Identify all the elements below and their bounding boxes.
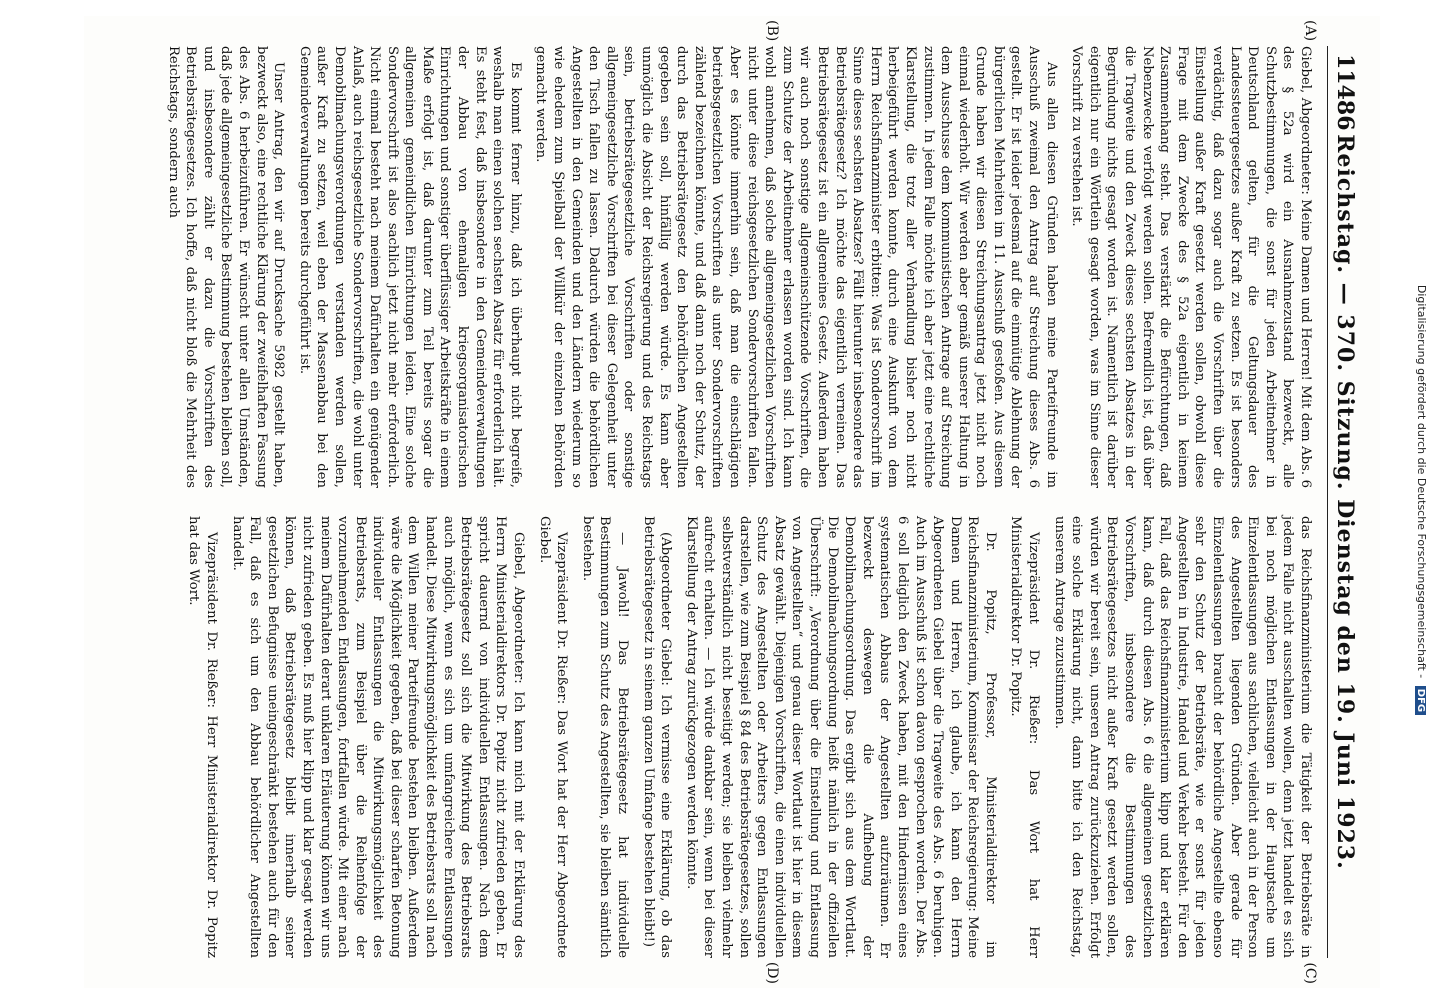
left-column-paragraph: Unser Antrag, den wir auf Drucksache 5982 gestellt haben, bezweckt also, eine rechtliche Klärung der zweifelhaften Fassung des Abs. 6 herbeizuführen. Er wünscht unter allen Umständen, daß jede allgemeingesetzliche Bestimmung bestehen bleiben soll, und insbesondere zählt er dazu die Vorschriften des Betriebsrätegesetzes. Ich hoffe, daß nicht bloß die Mehrheit des Reichstags, sondern auch [165, 46, 287, 488]
right-column [98, 516, 1314, 958]
margin-mark-c: (C) [1302, 962, 1318, 984]
left-column-paragraph: Es kommt ferner hinzu, daß ich überhaupt nicht begreife, weshalb man einen solchen sechsten Absatz für erforderlich hält. Es steht fest, daß insbesondere in den Gemeindeverwaltungen der Abbau von ehemaligen kriegsorganisatorischen Einrichtungen und sonstiger überflüssiger Arbeitskräfte in einem Maße erfolgt ist, daß darunter zum Teil bereits sogar die allgemeinen gemeindlichen Einrichtungen leiden. Eine solche Sondervorschrift ist also sachlich jetzt nicht mehr erforderlich. Nicht einmal besteht nach meinem Dafürhalten ein genügender Anlaß, auch reichsgesetzliche Sondervorschriften, die wohl unter Demobilmachungsverordnungen verstanden werden sollen, außer Kraft zu setzen, weil eben der Massenabbau bei den Gemeindeverwaltungen bereits durchgeführt ist. [296, 46, 523, 488]
right-column-paragraph: Dr. Popitz, Professor, Ministerialdirektor im Reichsfinanzministerium, Kommissar der Reichsregierung: Meine Damen und Herren, ich glaube, ich kann den Herrn Abgeordneten Giebel über die Tragweite des Abs. 6 beruhigen. Auch im Ausschuß ist schon davon gesprochen worden. Der Abs. 6 soll lediglich den Zweck haben, mit den Hindernissen eines systematischen Abbaus der Angestellten aufzuräumen. Er bezweckt deswegen die Aufhebung der Demobilmachungsordnung. Das ergibt sich aus dem Wortlaut. Die Demobilmachungsordnung heißt nämlich in der offiziellen Überschrift: „Verordnung über die Einstellung und Entlassung von Angestellten“ und genau dieser Wortlaut ist hier in diesem Absatz gewählt. Diejenigen Vorschriften, die einen individuellen Schutz des Angestellten oder Arbeiters gegen Entlassungen darstellen, wie zum Beispiel § 84 des Betriebsrätegesetzes, sollen selbstverständlich nicht beseitigt werden; sie bleiben vielmehr aufrecht erhalten. — Ich würde dankbar sein, wenn bei dieser Klarstellung der Antrag zurückgezogen werden könnte. [683, 516, 998, 958]
right-column-paragraph: Giebel, Abgeordneter: Ich kann mich mit der Erklärung des Herrn Ministerialdirektors Dr. Popitz nicht zufrieden geben. Er spricht dauernd von individuellen Entlassungen. Nach dem Betriebsrätegesetz soll sich die Mitwirkung des Betriebsrats auch möglich, wenn es sich um umfangreichere Entlassungen handelt. Diese Mitwirkungsmöglichkeit des Betriebsrats soll nach dem Willen meiner Parteifreunde bestehen bleiben. Außerdem wäre die Möglichkeit gegeben, daß bei dieser scharfen Betonung individueller Entlassungen die Mitwirkungsmöglichkeit des Betriebsrats, zum Beispiel über die Reihenfolge der vorzunehmenden Entlassungen, fortfallen würde. Mit einer nach meinem Dafürhalten derart unklaren Erläuterung können wir uns nicht zufrieden geben. Es muß hier klipp und klar gesagt werden können, daß Betriebsrätegesetz bleibt innerhalb seiner gesetzlichen Befugnisse uneingeschränkt bestehen auch für den Fall, daß es sich um den Abbau behördlicher Angestellten handelt. [229, 516, 527, 958]
right-column-paragraph: das Reichsfinanzministerium die Tätigkeit der Betriebsräte in jedem Falle nicht ausschalten wollen, denn jetzt handelt es sich bei noch möglichen Entlassungen in der Hauptsache um Einzelentlassungen aus sachlichen, vielleicht auch in der Person des Angestellten liegenden Gründen. Aber gerade für Einzelentlassungen braucht der behördliche Angestellte ebenso sehr den Schutz der Betriebsräte, wie er sonst für jeden Angestellten in Industrie, Handel und Verkehr besteht. Für den Fall, daß das Reichsfinanzministerium klipp und klar erklären kann, daß durch diesen Abs. 6 die allgemeinen gesetzlichen Vorschriften, insbesondere die Bestimmungen des Betriebsrätegesetzes nicht außer Kraft gesetzt werden sollen, würden wir bereit sein, unseren Antrag zurückzuziehen. Erfolgt eine solche Erklärung nicht, dann bitte ich den Reichstag, unserem Antrage zuzustimmen. [1051, 516, 1313, 958]
right-column-paragraph: Vizepräsident Dr. Rießer: Herr Ministerialdirektor Dr. Popitz hat das Wort. [186, 516, 219, 958]
document-page [84, 16, 1380, 988]
right-column-paragraph: Vizepräsident Dr. Rießer: Das Wort hat der Herr Abgeordnete Giebel. [536, 516, 570, 958]
dfg-logo: DFG [1415, 686, 1426, 715]
digitization-credit [1410, 8, 1430, 992]
credit-text: Digitalisierung gefördert durch die Deutsche Forschungsgemeinschaft - [1415, 284, 1428, 679]
running-title: Reichstag. — 370. Sitzung. Dienstag den 19. Juni 1923. [1332, 134, 1358, 870]
left-column-paragraph: Aus allen diesen Gründen haben meine Parteifreunde im Ausschuß zweimal den Antrag auf Streichung dieses Abs. 6 gestellt. Er ist leider jedesmal auf die einmütige Ablehnung der bürgerlichen Mehrheiten im 11. Ausschuß gestoßen. Aus diesem Grunde haben wir diesen Streichungsantrag jetzt nicht noch einmal wiederholt. Wir werden aber gemäß unserer Haltung in dem Ausschusse dem kommunistischen Antrage auf Streichung zustimmen. In jedem Falle möchte ich aber jetzt eine rechtliche Klarstellung, die trotz aller Verhandlung bisher noch nicht herbeigeführt werden konnte, durch eine Auskunft von dem Herrn Reichsfinanzminister erbitten: Was ist Sonderorschrift im Sinne dieses sechsten Absatzes? Fällt hierunter insbesondere das Betriebsrätegesetz? Ich möchte das eigentlich verneinen. Das Betriebsrätegesetz ist ein allgemeines Gesetz. Außerdem haben wir auch noch sonstige allgemeinschützende Vorschriften, die zum Schutze der Arbeitnehmer erlassen worden sind. Ich kann wohl annehmen, daß solche allgemeingesetzlichen Vorschriften nicht unter diese reichsgesetzlichen Sondervorschriften fallen. Aber es könnte immerhin sein, daß man die einschlägigen betriebsgesetzlichen Vorschriften als unter Sondervorschriften zählend bezeichnen könnte, und daß dann noch der Schutz, der durch das Betriebsrätegesetz den behördlichen Angestellten gegeben sein soll, hinfällig werden würde. Es kann aber unmöglich die Absicht der Reichsregierung und des Reichstags sein, betriebsrätegesetzliche Vorschriften oder sonstige allgemeingesetzliche Vorschriften bei dieser Gelegenheit unter den Tisch fallen zu lassen. Dadurch würden die behördlichen Angestellten in den Gemeinden und den Ländern wiederum so wie ehedem zum Spielball der Willkür der einzelnen Behörden gemacht werden. [533, 46, 1059, 488]
margin-mark-a: (A) [1302, 20, 1318, 42]
page-header [1327, 46, 1362, 958]
right-column-paragraph: (Abgeordneter Giebel: Ich vermisse eine Erklärung, ob das Betriebsrätegesetz in seinem ganzen Umfange bestehen bleibt!) [640, 516, 674, 958]
left-column [98, 46, 1314, 488]
margin-mark-d: (D) [764, 961, 780, 984]
right-column-paragraph: Vizepräsident Dr. Rießer: Das Wort hat Herr Ministerialdirektor Dr. Popitz. [1008, 516, 1042, 958]
left-column-paragraph: Giebel, Abgeordneter: Meine Damen und Herren! Mit dem Abs. 6 des § 52a wird ein Ausnahmezustand bezweckt, alle Schutzbestimmungen, die sonst für jeden Arbeitnehmer in Deutschland gelten, für die Geltungsdauer des Landessteuergesetzes außer Kraft zu setzen. Es ist besonders verdächtig, daß dazu sogar auch die Vorschriften über die Einstellung außer Kraft gesetzt werden sollen, obwohl diese Frage mit dem Zwecke des § 52a eigentlich in keinem Zusammenhang steht. Das verstärkt die Befürchtungen, daß Nebenzwecke verfolgt werden sollen. Befremdlich ist, daß über die Tragweite und den Zweck dieses sechsten Absatzes in der Begründung nichts gesagt worden ist. Namentlich ist darüber eigentlich nur ein Wörtlein gesagt worden, was im Sinne dieser Vorschrift zu verstehen ist. [1069, 46, 1313, 488]
margin-mark-b: (B) [764, 20, 780, 42]
page-number: 11486 [1332, 54, 1358, 131]
text-columns [98, 46, 1314, 958]
right-column-paragraph: — Jawohl! Das Betriebsrätegesetz hat individuelle Bestimmungen zum Schutz des Angestellten, sie bleiben sämtlich bestehen. [579, 516, 631, 958]
